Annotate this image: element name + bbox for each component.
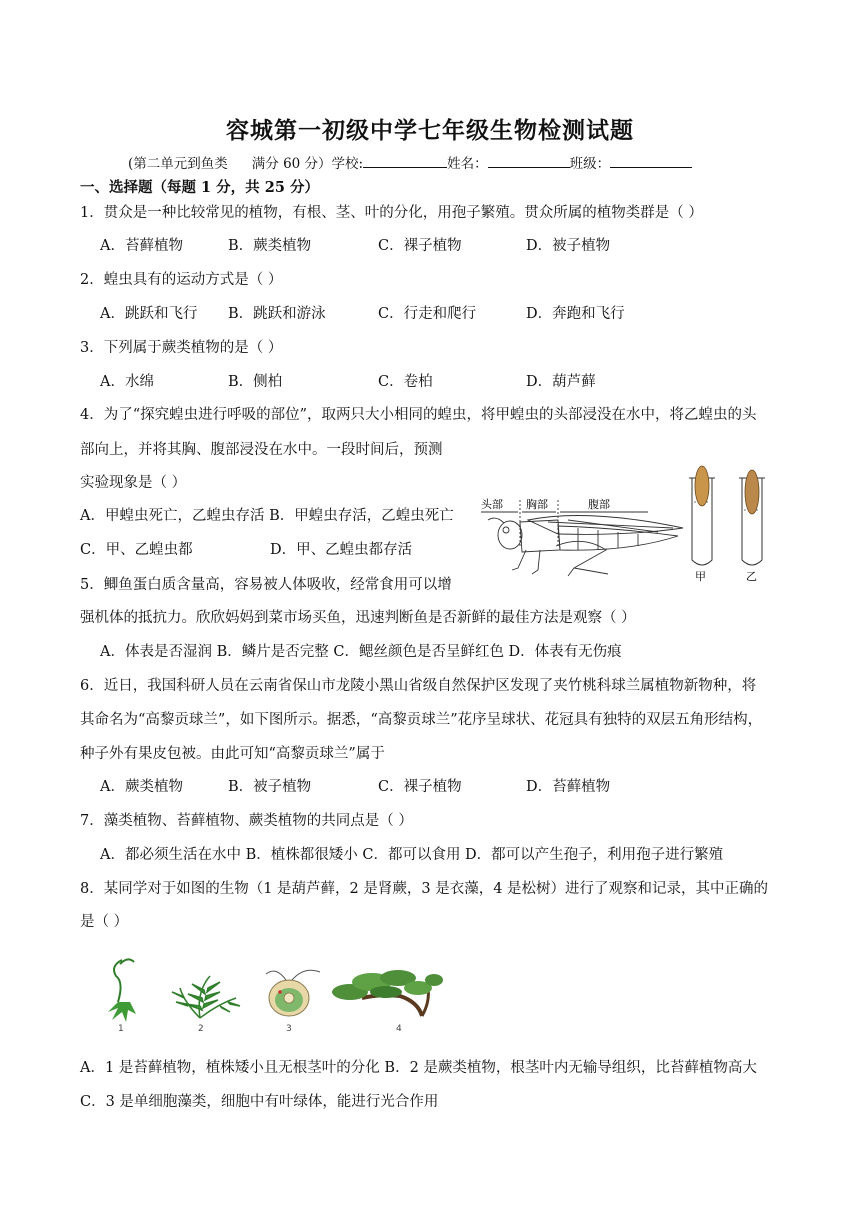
q3-option-b: B．侧柏 <box>228 374 283 390</box>
q2-options <box>100 304 625 324</box>
q3-option-a: A．水绵 <box>100 374 154 390</box>
label-organism-3: 3 <box>286 1024 292 1034</box>
exam-score-school-label: 满分 60 分）学校: <box>251 156 364 172</box>
grasshopper-diagram <box>478 490 693 590</box>
section-heading: 一、选择题（每题 1 分，共 25 分） <box>80 179 319 196</box>
q7-stem: 7．藻类植物、苔藓植物、蕨类植物的共同点是（ ） <box>80 813 413 829</box>
q6-options <box>100 777 610 797</box>
test-tubes-diagram <box>686 462 768 582</box>
class-blank[interactable] <box>610 152 692 168</box>
fern-icon <box>172 976 240 1018</box>
label-organism-2: 2 <box>198 1024 204 1034</box>
chlamydomonas-icon <box>266 970 320 1016</box>
q8-option-c: C．3 是单细胞藻类，细胞中有叶绿体，能进行光合作用 <box>80 1094 439 1110</box>
class-label: 班级： <box>569 156 611 172</box>
grasshopper-jia-icon <box>695 466 709 506</box>
exam-scope: (第二单元到鱼类 <box>128 156 228 172</box>
page-title: 容城第一初级中学七年级生物检测试题 <box>226 117 634 144</box>
grasshopper-yi-icon <box>745 470 759 514</box>
q3-option-c: C．卷柏 <box>378 374 433 390</box>
exam-info-line <box>128 152 692 172</box>
q5-stem-line1: 5．鲫鱼蛋白质含量高，容易被人体吸收，经常食用可以增 <box>80 577 452 593</box>
q1-option-b: B．蕨类植物 <box>228 238 312 254</box>
q7-options: A．都必须生活在水中 B．植株都很矮小 C．都可以食用 D．都可以产生孢子，利用孢子进行繁殖 <box>100 847 724 863</box>
label-organism-4: 4 <box>396 1024 402 1034</box>
q1-stem: 1．贯众是一种比较常见的植物，有根、茎、叶的分化，用孢子繁殖。贯众所属的植物类群是（ ） <box>80 205 703 221</box>
q6-stem-line1: 6．近日，我国科研人员在云南省保山市龙陵小黑山省级自然保护区发现了夹竹桃科球兰属植物新物种，将 <box>80 678 757 694</box>
q1-options <box>100 236 610 256</box>
school-blank[interactable] <box>363 152 447 168</box>
moss-icon <box>108 959 136 1022</box>
q6-option-d: D．苔藓植物 <box>526 779 611 795</box>
q4-options-ab: A．甲蝗虫死亡，乙蝗虫存活 B．甲蝗虫存活，乙蝗虫死亡 <box>80 508 454 524</box>
q4-option-d: D．甲、乙蝗虫都存活 <box>270 542 413 558</box>
q2-option-d: D．奔跑和飞行 <box>526 306 625 322</box>
q6-option-b: B．被子植物 <box>228 779 312 795</box>
q4-stem-line2: 部向上，并将其胸、腹部浸没在水中。一段时间后，预测 <box>80 442 443 458</box>
q8-stem-line2: 是（ ） <box>80 914 129 930</box>
name-label: 姓名： <box>447 156 488 172</box>
q6-option-a: A．蕨类植物 <box>100 779 183 795</box>
label-tube-yi: 乙 <box>746 570 757 582</box>
label-abdomen: 腹部 <box>588 498 610 511</box>
q2-option-a: A．跳跃和飞行 <box>100 306 198 322</box>
pine-tree-icon <box>332 970 443 1016</box>
name-blank[interactable] <box>488 152 570 168</box>
q3-options <box>100 372 596 392</box>
q2-stem: 2．蝗虫具有的运动方式是（ ） <box>80 272 283 288</box>
q1-option-c: C．裸子植物 <box>378 238 462 254</box>
q6-stem-line2: 其命名为“高黎贡球兰”，如下图所示。据悉，“高黎贡球兰”花序呈球状、花冠具有独特的双层五角形结构， <box>80 712 763 728</box>
label-tube-jia: 甲 <box>695 570 706 582</box>
q6-stem-line3: 种子外有果皮包被。由此可知“高黎贡球兰”属于 <box>80 746 385 762</box>
organisms-figure <box>100 952 445 1034</box>
label-thorax: 胸部 <box>526 498 548 511</box>
q1-option-d: D．被子植物 <box>526 238 611 254</box>
label-head: 头部 <box>481 498 503 511</box>
q2-option-b: B．跳跃和游泳 <box>228 306 326 322</box>
q3-stem: 3．下列属于蕨类植物的是（ ） <box>80 340 283 356</box>
q4-stem-line3: 实验现象是（ ） <box>80 475 187 491</box>
label-organism-1: 1 <box>118 1024 124 1034</box>
q4-options-cd <box>80 540 412 560</box>
q4-stem-line1: 4．为了“探究蝗虫进行呼吸的部位”，取两只大小相同的蝗虫，将甲蝗虫的头部浸没在水中，将乙蝗虫的头 <box>80 407 757 423</box>
q1-option-a: A．苔藓植物 <box>100 238 183 254</box>
q8-options-ab: A．1 是苔藓植物，植株矮小且无根茎叶的分化 B．2 是蕨类植物，根茎叶内无输导组织，比苔藓植物高大 <box>80 1060 757 1076</box>
q6-option-c: C．裸子植物 <box>378 779 462 795</box>
q8-stem-line1: 8．某同学对于如图的生物（1 是葫芦藓，2 是肾蕨，3 是衣藻，4 是松树）进行了观察和记录，其中正确的 <box>80 881 769 897</box>
q5-options: A．体表是否湿润 B．鳞片是否完整 C．鳃丝颜色是否呈鲜红色 D．体表有无伤痕 <box>100 644 622 660</box>
q3-option-d: D．葫芦藓 <box>526 374 596 390</box>
q4-option-c: C．甲、乙蝗虫都 <box>80 542 193 558</box>
q2-option-c: C．行走和爬行 <box>378 306 477 322</box>
q5-stem-line2: 强机体的抵抗力。欣欣妈妈到菜市场买鱼，迅速判断鱼是否新鲜的最佳方法是观察（ ） <box>80 610 636 626</box>
